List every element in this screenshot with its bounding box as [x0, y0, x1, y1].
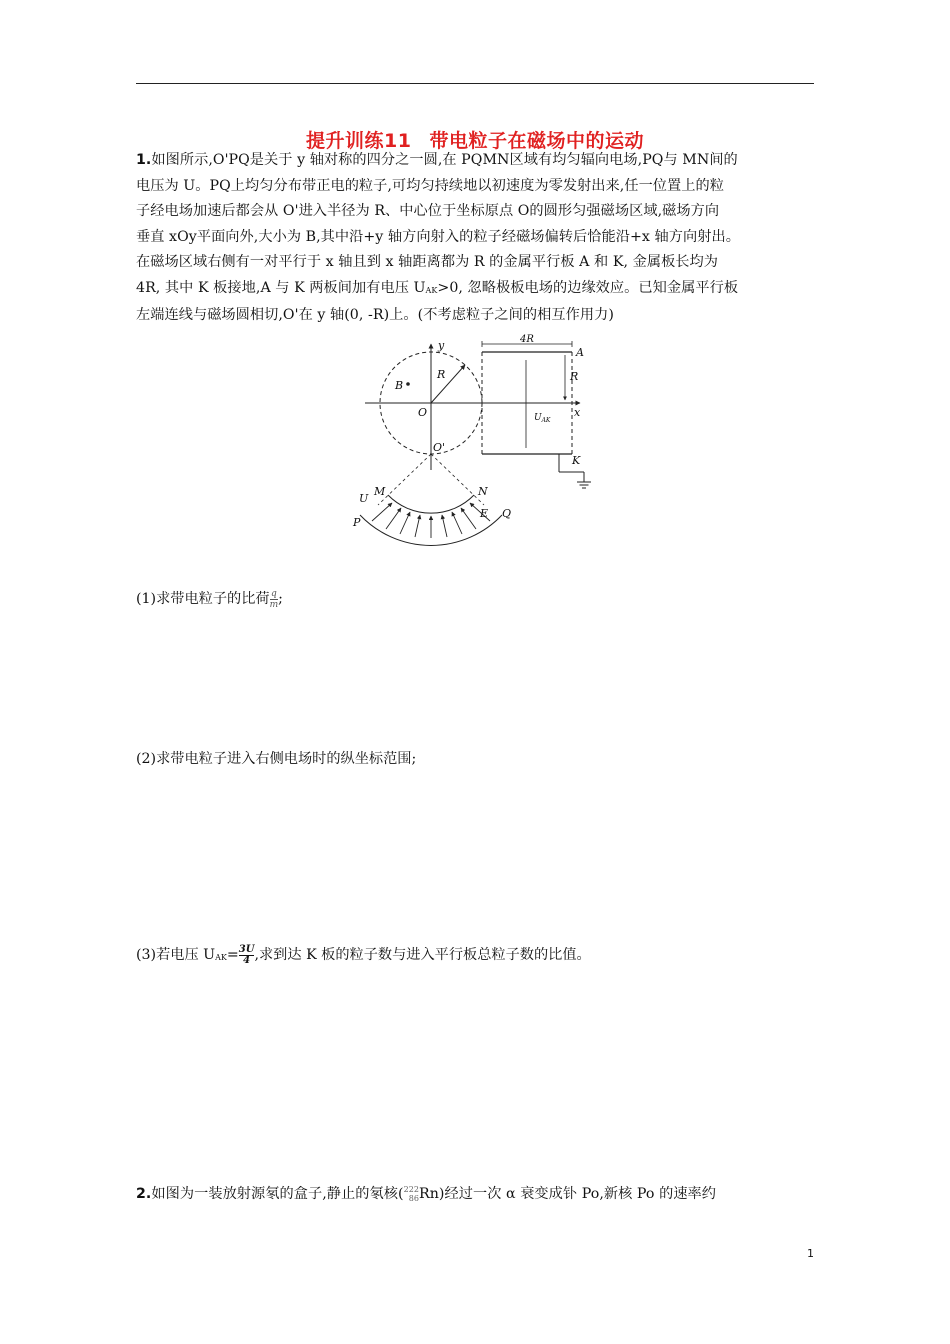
header-rule [136, 83, 814, 84]
label-m: M [374, 485, 386, 498]
title-sub: 带电粒子在磁场中的运动 [429, 130, 644, 152]
fraction-q-over-m: $\frac{q}{m}$ [269, 588, 279, 610]
label-k: K [572, 454, 581, 467]
question-1 [136, 148, 816, 329]
q1-line-2: 电压为 U。PQ上均匀分布带正电的粒子,可均匀持续地以初速度为零发射出来,任一位置上的粒 [136, 177, 724, 194]
label-n: N [478, 485, 488, 498]
q1-line-1: 1.如图所示,O'PQ是关于 y 轴对称的四分之一圆,在 PQMN区域有均匀辐向电场,PQ与 MN间的 [136, 152, 738, 168]
label-x: x [574, 406, 581, 419]
field-out-dot [406, 382, 410, 386]
label-o-prime: O' [433, 441, 446, 454]
label-b: B [395, 379, 404, 392]
q1-line-4: 垂直 xOy平面向外,大小为 B,其中沿+y 轴方向射入的粒子经磁场偏转后恰能沿+x 轴方向射出。 [136, 228, 740, 245]
label-a: A [576, 346, 584, 359]
question-2: 2.如图为一装放射源氡的盒子,静止的氡核( 222 86 Rn)经过一次 α 衰变成钋 Po,新核 Po 的速率约 [136, 1185, 717, 1203]
sub-question-3: (3)若电压 UAK= $\frac{3U}{4}$ ,求到达 K 板的粒子数与进入平行板总粒子数的比值。 [136, 943, 591, 966]
q1-line-5: 在磁场区域右侧有一对平行于 x 轴且到 x 轴距离都为 R 的金属平行板 A 和 K, 金属板长均为 [136, 254, 719, 270]
label-r-gap: R [570, 370, 579, 383]
q1-number: 1. [136, 152, 152, 168]
label-y: y [438, 339, 445, 352]
title-main: 提升训练11 [306, 130, 412, 152]
sub-question-1: (1)求带电粒子的比荷 $\frac{q}{m}$ ; [136, 588, 283, 610]
q1-line-7: 左端连线与磁场圆相切,O'在 y 轴(0, -R)上。(不考虑粒子之间的相互作用力) [136, 307, 614, 323]
sub-question-2: (2)求带电粒子进入右侧电场时的纵坐标范围; [136, 751, 417, 767]
label-radius: R [437, 368, 446, 381]
q1-line-6: 4R, 其中 K 板接地,A 与 K 两板间加有电压 UAK>0, 忽略极板电场的边缘效应。已知金属平行板 [136, 279, 739, 296]
label-e: E [480, 507, 489, 520]
q1-line-3: 子经电场加速后都会从 O'进入半径为 R、中心位于坐标原点 O的圆形匀强磁场区域,磁场方向 [136, 203, 720, 219]
label-u: U [359, 492, 369, 505]
radial-field-arrows [372, 503, 490, 538]
fraction-3u-over-4: $\frac{3U}{4}$ [238, 943, 255, 966]
arc-mn [388, 495, 474, 513]
page-number: 1 [807, 1247, 814, 1260]
label-q: Q [502, 507, 512, 520]
q2-number: 2. [136, 1186, 152, 1202]
label-u-ak: $U_{AK}$ [534, 413, 551, 424]
physics-diagram [350, 334, 610, 545]
isotope-notation: 222 86 [403, 1185, 419, 1203]
label-p: P [353, 516, 361, 529]
label-o: O [418, 406, 428, 419]
label-4r: 4R [520, 334, 534, 345]
